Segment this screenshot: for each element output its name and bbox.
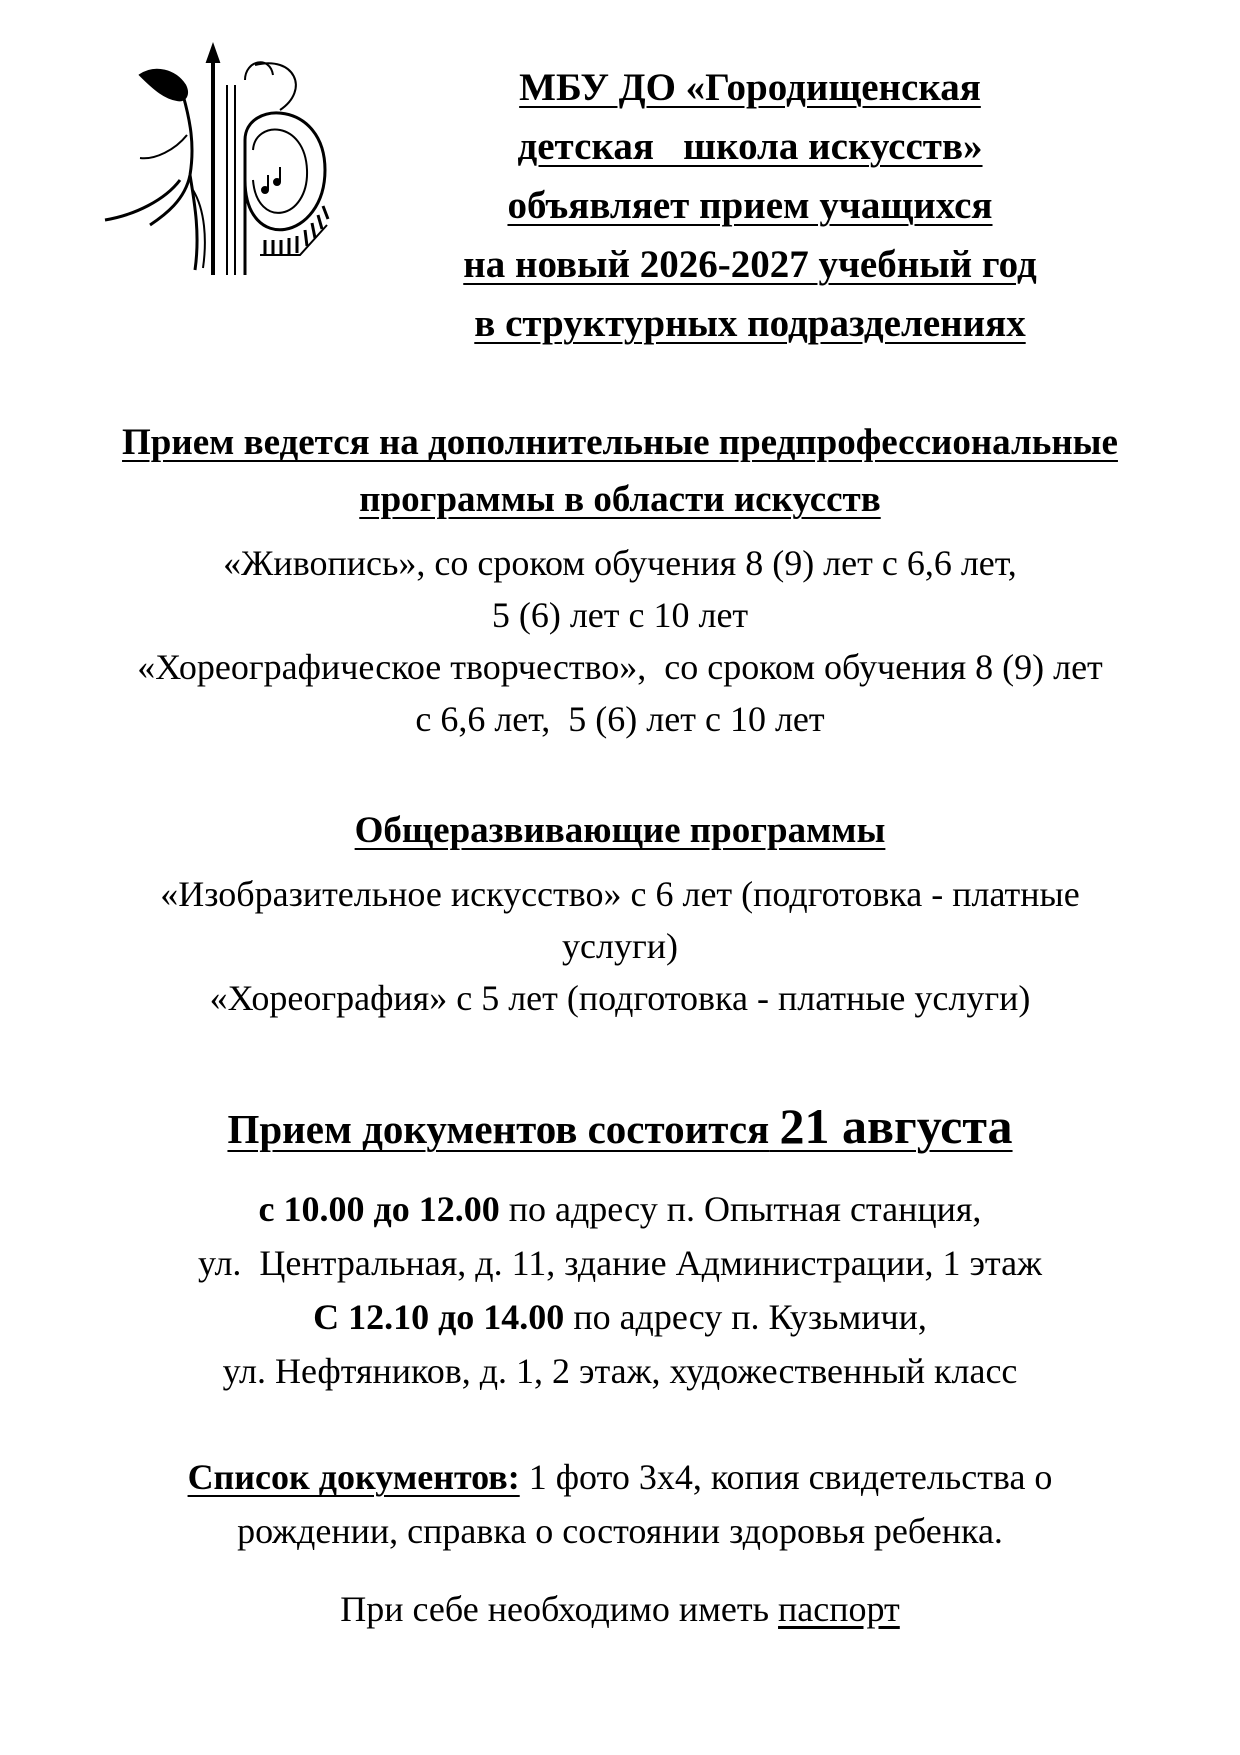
reception-heading bbox=[40, 1100, 1200, 1155]
reception-date: 21 августа bbox=[779, 1098, 1013, 1154]
title-line-1: МБУ ДО «Городищенская bbox=[519, 66, 981, 109]
preprof-heading-line-1: Прием ведется на дополнительные предпрофессиональные bbox=[122, 422, 1118, 463]
preprof-programs bbox=[40, 537, 1200, 745]
bring-item: паспорт bbox=[778, 1589, 900, 1629]
bring-note bbox=[40, 1583, 1200, 1635]
program-choreography-line-2: с 6,6 лет, 5 (6) лет с 10 лет bbox=[415, 699, 825, 739]
preprof-heading bbox=[40, 414, 1200, 528]
documents-line-1 bbox=[40, 1450, 1200, 1504]
general-heading: Общеразвивающие программы bbox=[354, 810, 886, 851]
general-heading-block bbox=[40, 805, 1200, 857]
reception-schedule bbox=[40, 1182, 1200, 1398]
slot-1-line-1 bbox=[40, 1182, 1200, 1236]
program-painting-line-1: «Живопись», со сроком обучения 8 (9) лет с 6,6 лет, bbox=[223, 543, 1017, 583]
general-programs bbox=[40, 868, 1200, 1024]
slot-1-time: с 10.00 до 12.00 bbox=[258, 1189, 500, 1229]
reception-heading-text: Прием документов состоится bbox=[227, 1106, 770, 1152]
program-dance: «Хореография» с 5 лет (подготовка - платные услуги) bbox=[209, 978, 1031, 1018]
announcement-title bbox=[400, 58, 1100, 353]
reception-heading-block bbox=[40, 1100, 1200, 1155]
title-line-4: на новый 2026-2027 учебный год bbox=[463, 243, 1037, 286]
documents-label: Список документов: bbox=[187, 1457, 520, 1497]
program-fine-art-line-2: услуги) bbox=[562, 926, 678, 966]
title-line-5: в структурных подразделениях bbox=[474, 302, 1026, 345]
slot-2-time: С 12.10 до 14.00 bbox=[313, 1297, 565, 1337]
program-fine-art-line-1: «Изобразительное искусство» с 6 лет (подготовка - платные bbox=[160, 874, 1080, 914]
program-painting-line-2: 5 (6) лет с 10 лет bbox=[491, 595, 749, 635]
preprof-heading-line-2: программы в области искусств bbox=[359, 479, 881, 520]
bring-line bbox=[40, 1583, 1200, 1635]
slot-1-address: по адресу п. Опытная станция, bbox=[499, 1189, 982, 1229]
slot-2-address: по адресу п. Кузьмичи, bbox=[564, 1297, 927, 1337]
school-logo bbox=[95, 40, 335, 280]
title-line-2: детская школа искусств» bbox=[517, 125, 983, 168]
documents-line-2: рождении, справка о состоянии здоровья ребенка. bbox=[237, 1511, 1003, 1551]
documents-text-1: 1 фото 3х4, копия свидетельства о bbox=[519, 1457, 1053, 1497]
slot-2-line-1 bbox=[40, 1290, 1200, 1344]
bring-text: При себе необходимо иметь bbox=[340, 1589, 779, 1629]
program-choreography-line-1: «Хореографическое творчество», со сроком обучения 8 (9) лет bbox=[137, 647, 1103, 687]
title-line-3: объявляет прием учащихся bbox=[507, 184, 993, 227]
slot-1-line-2: ул. Центральная, д. 11, здание Администрации, 1 этаж bbox=[198, 1243, 1042, 1283]
slot-2-line-2: ул. Нефтяников, д. 1, 2 этаж, художественный класс bbox=[222, 1351, 1018, 1391]
documents-list bbox=[40, 1450, 1200, 1558]
